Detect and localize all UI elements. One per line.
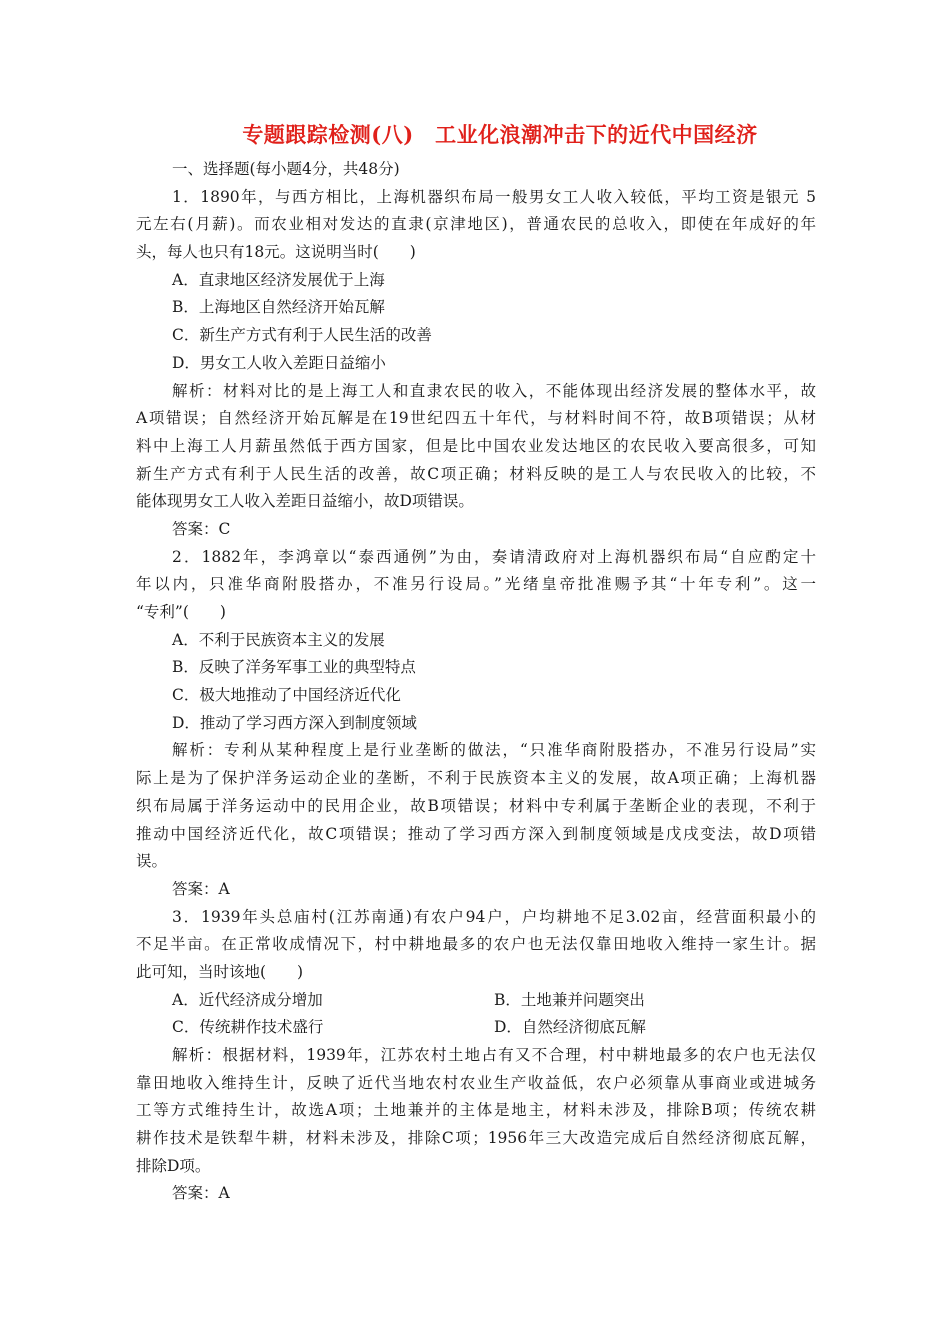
question-3-analysis-line: 工等方式维持生计，故选A项；土地兼并的主体是地主，材料未涉及，排除B项；传统农耕 [136,1101,816,1120]
question-3-option-b: B．土地兼并问题突出 [494,990,645,1009]
question-3-option-a: A．近代经济成分增加 [172,990,323,1009]
question-1-answer: 答案：C [172,519,231,538]
question-2-stem-line: “专利”( ) [136,603,226,621]
question-1-option-b: B．上海地区自然经济开始瓦解 [172,298,385,317]
question-3-analysis-line: 靠田地收入维持生计，反映了近代当地农村农业生产收益低，农户必须靠从事商业或进城务 [136,1073,816,1092]
question-2-option-d: D．推动了学习西方深入到制度领域 [172,713,417,732]
question-3-options-row [136,1014,816,1042]
question-1-option-c: C．新生产方式有利于人民生活的改善 [172,326,432,345]
question-2-stem-line: 年以内，只准华商附股搭办，不准另行设局。”光绪皇帝批准赐予其“十年专利”。这一 [136,575,816,594]
question-3-stem-line: 3．1939年头总庙村(江苏南通)有农户94户，户均耕地不足3.02亩，经营面积最小的 [172,907,816,926]
question-1-option-a: A．直隶地区经济发展优于上海 [172,270,385,289]
question-3-stem-line: 此可知，当时该地( ) [136,962,304,981]
page-title: 专题跟踪检测(八) 工业化浪潮冲击下的近代中国经济 [242,122,758,147]
question-2-analysis-line: 推动中国经济近代化，故C项错误；推动了学习西方深入到制度领域是戊戌变法，故D项错 [136,824,816,843]
question-3-options-row [136,987,816,1015]
question-2-stem-line: 2．1882年，李鸿章以“泰西通例”为由，奏请清政府对上海机器织布局“自应酌定十 [172,547,816,566]
question-2-analysis-line: 解析：专利从某种程度上是行业垄断的做法，“只准华商附股搭办，不准另行设局”实 [172,741,816,760]
question-3-analysis-line: 排除D项。 [136,1156,211,1175]
question-2-analysis-line: 际上是为了保护洋务运动企业的垄断，不利于民族资本主义的发展，故A项正确；上海机器 [136,769,816,788]
question-2-analysis-line: 织布局属于洋务运动中的民用企业，故B项错误；材料中专利属于垄断企业的表现，不利于 [136,796,816,815]
question-1-analysis-line: 能体现男女工人收入差距日益缩小，故D项错误。 [136,492,474,511]
question-1-stem-line: 1．1890年，与西方相比，上海机器织布局一般男女工人收入较低，平均工资是银元 5 [172,187,816,206]
question-1-stem-line: 头，每人也只有18元。这说明当时( ) [136,243,416,262]
question-3-option-c: C．传统耕作技术盛行 [172,1018,324,1037]
section-heading: 一、选择题(每小题4分，共48分) [172,160,400,178]
document-body [136,156,816,1208]
question-3-answer: 答案：A [172,1184,230,1203]
question-3-option-d: D．自然经济彻底瓦解 [494,1018,646,1037]
question-1-stem-line: 元左右(月薪)。而农业相对发达的直隶(京津地区)，普通农民的总收入，即使在年成好的年 [136,215,816,234]
question-1-analysis-line: A项错误；自然经济开始瓦解是在19世纪四五十年代，与材料时间不符，故B项错误；从材 [136,409,816,428]
question-2-option-c: C．极大地推动了中国经济近代化 [172,686,401,705]
question-2-answer: 答案：A [172,879,230,898]
question-1-analysis-line: 料中上海工人月薪虽然低于西方国家，但是比中国农业发达地区的农民收入要高很多，可知 [136,436,816,455]
question-3-analysis-line: 解析：根据材料，1939年，江苏农村土地占有又不合理，村中耕地最多的农户也无法仅 [172,1046,816,1064]
question-2-analysis-line: 误。 [136,852,168,871]
question-2-option-b: B．反映了洋务军事工业的典型特点 [172,658,416,677]
question-3-analysis-line: 耕作技术是铁犁牛耕，材料未涉及，排除C项；1956年三大改造完成后自然经济彻底瓦解， [136,1129,816,1148]
question-2-option-a: A．不利于民族资本主义的发展 [172,630,385,649]
question-1-option-d: D．男女工人收入差距日益缩小 [172,353,386,372]
question-3-stem-line: 不足半亩。在正常收成情况下，村中耕地最多的农户也无法仅靠田地收入维持一家生计。据 [136,935,816,954]
question-1-analysis-line: 解析：材料对比的是上海工人和直隶农民的收入，不能体现出经济发展的整体水平，故 [172,381,816,400]
question-1-analysis-line: 新生产方式有利于人民生活的改善，故C项正确；材料反映的是工人与农民收入的比较，不 [136,464,816,483]
